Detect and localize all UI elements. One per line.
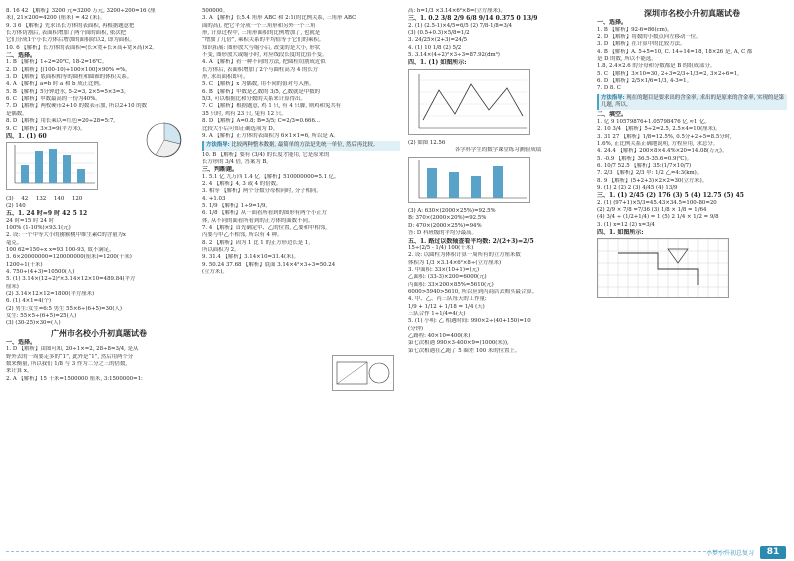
answer-line: 100 62=150÷x x=93 100-93, 故不满足。 [6,246,115,253]
column-2 [202,8,400,276]
line-graph-figure [408,69,530,135]
answer-line: (分钟) [408,325,423,332]
tip-body: 比较两种整本数据, 最简单的方法是先统一单位, 然后再比较。 [231,142,379,149]
answer-line: 三、判断题。 [202,166,239,174]
answer-line: 女生: 55×5÷(6+5)=25(人) [6,313,77,320]
bar-a [427,168,437,198]
answer-line: 2. (1) (97+1)×5/3=45.43×34.5=100-80=20 [597,199,717,206]
answer-line: 3. (1) x=12 (2) x=3/4 [597,221,655,228]
answer-line: 3. D 【解析】在计算中的比较方法。 [597,41,686,48]
answer-line: 7. 2/3 【解析】2/3 甲: 1/2 乙=4:3(km)。 [597,170,703,177]
answer-line: 5. (1) 3.14×(12÷2)²×3.14×12×10=489.84(平方 [6,276,136,283]
column-4 [597,8,787,304]
answer-line: 6. D 【解析】2/5×1/6=1/3, 4-3=1。 [597,78,692,85]
pie-chart-figure [144,120,184,160]
bar-d [493,166,503,198]
answer-line: 4. 750÷(4+3)=10500(人) [6,268,75,275]
bar-2 [35,151,43,183]
answer-line: (3) (0.5+0.3)×5/8=1/2 [408,30,470,37]
grid-figure [597,238,729,298]
answer-line: 8. D 【解析】用长乘以=红色=20÷28=5:7。 [6,118,119,125]
answer-line: 5/3, 可以根据比和分数的关系来计算得出。 [202,96,306,103]
answer-line: 体积为 1/3 ×3.14×6²×8÷(立方厘米) [408,259,502,266]
tip-title: 方法指导: [206,142,230,149]
answer-line: 4. A 【解析】看一种不同的方法, 把圆柱切割成近似 [202,59,326,66]
answer-line: 100% (1-10%)×93.1(元) [6,224,71,231]
answer-line: 是 D 的数, 所以不能选。 [597,56,657,63]
answer-line: 1. B 【解析】1÷2=20℃, 18-2=16℃。 [6,59,108,66]
answer-line: 8. 9 【解析】(5+2+3)×2×2=30(立方米)。 [597,177,708,184]
answer-line: (2) 2/9 × 7/8 =7/36 (3) 1/8 × 1/8 = 1/64 [597,206,707,213]
answer-line: 7. D 【解析】两枚硬币2+10 的数表示加, 所以2+10 的数 [6,103,147,110]
answer-line: 第七次相遇在乙跑了 5 圈差 100 米的位置上。 [408,347,521,354]
page-footer [0,543,794,561]
answer-line: 9. C 【解析】3×3=9(平方米)。 [6,125,86,132]
answer-line: 6. 10/7 52.5 【解析】35:(1/7×10/7) [597,162,692,169]
answer-line: 不变, 图形放大或缩小时, 对应线段长度的比值不变。 [202,52,328,59]
answer-line: B: 370×(2000×20%)=92.5% [408,215,487,222]
answer-line: 1. 亿 9 10579876+1.05798476 亿 ≈1 亿。 [597,118,710,125]
answer-line: 2. D 【解析】[(100-10)+100×100]×90% =%。 [6,66,131,73]
answer-line: 24 时=15 时 24 时 [6,217,55,224]
answer-line: 500000。 [202,8,228,14]
answer-line: 2. A 【解析】15 千米=1500000 厘米, 3:1500000=1: [6,375,143,382]
answer-line: 3. 甲面积: 33×(10+1)=(元) [408,266,480,273]
answer-line: 是偶数。 [6,110,28,117]
answer-line: 长方形的 3/4 倍, 答案为 B。 [202,158,272,165]
answer-line: 35 只时, 鸡有 23 只, 兔有 12 只。 [202,110,287,117]
answer-line: 1. D 【解析】由图可知, 20÷1×=2, 28÷8=3/4, 是从 [6,346,139,353]
answer-line: “增加了几倍”, 乘积关系的平均值等于它们的乘积。 [202,37,325,44]
answer-line: 3. 31 27 【解析】1/8=12.5%, 0.5分+2÷5=8.5分时, [597,133,732,140]
answer-line: 5. C 【解析】x 为偶数, 用不同的值对号入座。 [202,81,315,88]
column-3 [408,8,588,355]
answer-line: 二、填空。 [597,111,628,119]
answer-line: 丙面积: 33×200×85%=5610(元) [408,281,494,288]
answer-line: (立方米)。 [202,269,228,276]
score-bar-chart [408,157,530,203]
answer-line: 9. 31.4 【解析】3.14×10=31.4(米)。 [202,254,300,261]
answer-line: D: 470×(2000×25%)=94% [408,222,482,229]
answer-line: 2. 设: 一个中等大小的猕猴桃中维生素C的含量为x [6,232,126,239]
column-1 [6,8,192,383]
answer-line: 四、1. 如图所示: [597,228,644,236]
footer-brand: 小梦小升初总复习 [705,550,754,557]
answer-line: 1.8, 2.4×2.6 的分母和分数都是 B 的组成部分。 [597,63,716,70]
answer-line: 2. 设: 以圆柱为体积计算一周所有的立方厘米数 [408,252,521,259]
answer-line: 比较大小后可知正确选项为 D。 [202,125,279,132]
answer-line: 8. 16 42 【解析】3200 元=3200 万元, 3200÷200=16 (厘 [6,8,156,14]
answer-line: 8. 2 【解析】因为 1 比 1 的正方形边长是 1, [202,239,311,246]
test-title-guangzhou: 广州市名校小升初真题试卷 [51,328,147,338]
answer-line: 4. 甲、乙、丙三队每天的工作量: [408,296,487,303]
answer-line: 5. B 【解析】5分钟进水, 5-2=3, 2×5=5×3=3。 [6,88,130,95]
answer-line: 2. (1) (2.5-1)×4/5=6/5 (2) 7/8-1/8=3/4 [408,22,513,29]
answer-line: 4. 24.4 【解析】200×8×4.4%×20=14.08(万元)。 [597,148,728,155]
answer-line: 数来衡量, 所以我们 1/8 与 3 作为二分之三的倍数, [6,361,128,368]
bar-c [471,176,481,198]
answer-line: 所以面积为 2。 [202,247,240,253]
tip-title: 方法指导: [601,94,625,101]
answer-block-3 [6,339,192,383]
answer-line: 野外去的一周要走多的“1”, 此外是“1”, 然后用两个分 [6,353,134,360]
answer-line: 2. D 【解析】将数的小数点向左移动一位。 [597,34,702,41]
answer-line: 1200÷1(千米) [6,261,43,268]
answer-line: 丙要与甲乙不相邻, 所以有 4 种。 [202,232,283,239]
answer-line: 第七次相遇 990×3-400×9=(1000(米)), [408,340,509,347]
answer-line: 3. D 【解析】底面积相等的圆柱和圆锥的体积关系。 [6,74,133,81]
answer-block-1 [408,8,588,67]
bar-5 [77,169,85,183]
test-title-shenzhen: 深圳市名校小升初真题试卷 [644,9,740,18]
answer-line: 6000>5940>5610, 所以应到丙商店去购买最合算。 [408,288,538,295]
bar-chart-figure [6,142,98,190]
answer-line: 6. 1/8 【解析】从一面看所看到的图形有两个小正方 [202,210,328,217]
tip-body: 现在的题目是要求出的含金率, 求出的是原来的含金率, 实现的是第几题, 所以。 [601,94,785,109]
answer-line: 7. C 【解析】根据题意, 鸡 1 只, 有 4 只脚, 则鸡和兔共有 [202,103,342,110]
answer-line: 5. 1/9 【解析】1÷9=1/9。 [202,202,271,209]
answer-line: 10. 6 【解析】长方体的表面积=(长×宽+长×高+宽×高)×2。 [6,44,158,51]
answer-line: 4. A 【解析】a=b 时 a 和 b 成正比例。 [6,81,105,88]
answer-line: 4. +1.03 [202,195,226,202]
answer-line: 3. 相等 【解析】两个分数分母相同时, 分子相同。 [202,188,322,195]
answer-line: 9. 50.24 37.68 【解析】底面 3.14×4²×3÷3=50.24 [202,261,336,268]
answer-line: 15÷(2/5 - 1/4) 100(千米) [408,244,474,251]
answer-line: (2) 3.14×12×12=1800(平方厘米) [6,291,95,297]
answer-line: 7. D 8. C [597,85,621,92]
answer-block-2 [597,111,787,236]
answer-line: 1. 5.1 亿 九万四 1.4 亿 【解析】510000000=5.1 亿。 [202,173,340,180]
answer-line: 1. B 【解析】92-6=86(cm)。 [597,26,673,33]
answer-block-1 [597,19,787,92]
answer-line: 来计算 x。 [6,368,33,375]
answer-block-1 [202,8,400,140]
answer-line: 9. 3 6 【解析】先求出长方体的表面积, 再根据题意把 [6,22,135,29]
answer-line: 5. 3.14×(4÷2)²×3÷3=87.92(dm³) [408,52,500,59]
answer-line: (4) 3/4 ÷ (1/2+1/4) = 1 (5) 2 1/4 × 1/2 = 9/8 [597,214,719,221]
answer-line: 5. -0.9 【解析】36.5-35.6=0.9(℃)。 [597,155,693,162]
answer-line: 1.6%, 正比例关系正确地说明, 方程应用, 求总分。 [597,140,719,147]
answer-line: 5. (1) 小明: 乙 相遇时间: 990×2÷(40+150)=10 [408,318,531,325]
answer-line: 一、选择。 [597,19,628,27]
answer-line: 它们分成1个小长方体后增加的面积除以2, 即为面积。 [6,37,135,44]
answer-line: 三、1. (1) 2/45 (2) 176 (3) 5 (4) 12.75 (5) 45 [597,192,744,200]
answer-line: 米), 21×200=4200 (厘米) = 42 (米)。 [6,15,106,22]
geometry-figure [332,355,394,391]
answer-line: 知识拓展: 图形放大与缩小后, 改变的是大小, 形状 [202,44,321,51]
method-tip [202,141,400,150]
bar-chart-title: 各学科学生的数学课堂练习测验成绩 [454,147,542,154]
answer-line: 3. 24/25×(2+3)=24/5 [408,37,468,44]
answer-line: 四、1. (1) 60 [6,132,47,140]
figure-caption: (2) 如图 12.56 [408,140,446,147]
bar-b [449,172,459,198]
answer-line: (3) A: 630×(2000×25%)=92.5% [408,208,496,215]
answer-line: 4. B 【解析】A. 5+5=10, C. 14÷14=18, 18×26 是, A, C 都 [597,48,753,55]
answer-line: 8. D 【解析】A=0.8; B=3/5; C=2/3=0.666... [202,118,321,125]
answer-line: (2) 140 [6,202,26,209]
answer-line: 2. 10 3/4 【解析】5÷2=2.5, 2.5×4=10(厘米)。 [597,126,721,133]
page-number: 81 [760,546,786,559]
answer-line: 2. 4 【解析】4, 3 或 4 的倍数。 [202,180,282,187]
answer-line: 四、1. (1) 如图所示: [408,59,467,67]
bar-4 [63,155,71,183]
answer-line: 长方体后, 表面积增加了2个与圆柱高为 4 的长方 [202,66,319,73]
answer-line: 1/9 + 1/12 + 1/18 = 1/4 (天) [408,303,485,310]
answer-line: 体, 从不同的面看所看到的正方体的面数不同。 [202,217,314,224]
answer-block-2 [408,208,588,355]
answer-line: 6. C 【解析】甲数最高的一份为40%。 [6,96,101,103]
answer-line: 5. C 【解析】3×10=30, 2÷3=2/3÷1/3=2, 3×2÷6=1, [597,70,739,77]
answer-line: 二、选择。 [6,52,37,60]
answer-line: (2) 男生:女生=6:5 男生 55×6÷(6+5)=30(人) [6,305,123,312]
answer-line: 厘米) [6,283,19,290]
answer-line: 乙路程: 40×10=400(米) [408,332,471,339]
answer-line: 毫克。 [6,239,23,246]
answer-line: 3. A 【解析】长5.4 角形 ABC 和 2:1(的比例关系, 三角形 ABC [202,15,357,22]
table-values: (3) 42 132 140 120 [6,195,83,202]
footer-divider [6,551,726,552]
answer-line: 答: D 科班级的平均分最高。 [408,230,477,237]
answer-line: 6. B 【解析】甲数是乙数的 3/5, 乙数就是甲数的 [202,88,320,95]
answer-block-2 [202,152,400,277]
answer-line: 3. 6×20000000=120000000(厘米)=1200(千米) [6,254,132,261]
answer-line: 面的高), 把它平分成一个三角形和另外一个三角 [202,22,316,29]
answer-line: 4. (1) 10 1/8 (2) 5/2 [408,44,462,51]
answer-line: 10. B 【解析】要有 (3/4) 的长度才能用, 它是原来的 [202,151,330,158]
answer-line: 长方体切割后, 表面积增加了两个面的面积, 依次把 [6,30,127,37]
answer-line: 三队合作 1÷1/4=4(天) [408,310,466,317]
answer-block-2 [6,203,192,328]
answer-line: 7. 4 【解析】首先确定甲、乙的位置, 乙要和甲相邻, [202,224,327,231]
answer-line: 三、1. 0.2 3/8 2/9 6/8 9/14 0.375 0 13/9 [408,15,538,23]
answer-line: 形, 求出面积即可。 [202,74,249,81]
answer-line: 6. (1) 4×1=4(个) [6,298,52,305]
bar-1 [21,165,29,183]
answer-line: 一、选择。 [6,339,37,347]
answer-line: 五、1. 24 时=9 时 42 5 12 [6,210,88,218]
answer-line: 9. A 【解析】正方体的表面积为 6×1×1=6, 所以是 A。 [202,132,339,139]
answer-line: (3) (30-25)×30=(人) [6,320,61,327]
answer-line: 形, 计算过程中, 三角形面积的比例增加了, 也就是 [202,30,321,37]
method-tip [597,94,787,111]
bar-3 [49,149,57,183]
answer-line: 高: h=1/3 ×3.14×6²×8=(立方厘米)。 [408,8,506,14]
answer-line: 五、1. 路过以数轴查看平均数: 2/(2+3)=2/5 [408,237,534,245]
answer-line: 9. (1) 2 (2) 2 (3) 4/45 (4) 13/9 [597,184,678,191]
answer-line: 乙面积: (33-3)×200=6000(元) [408,274,487,281]
line-series [423,84,523,120]
